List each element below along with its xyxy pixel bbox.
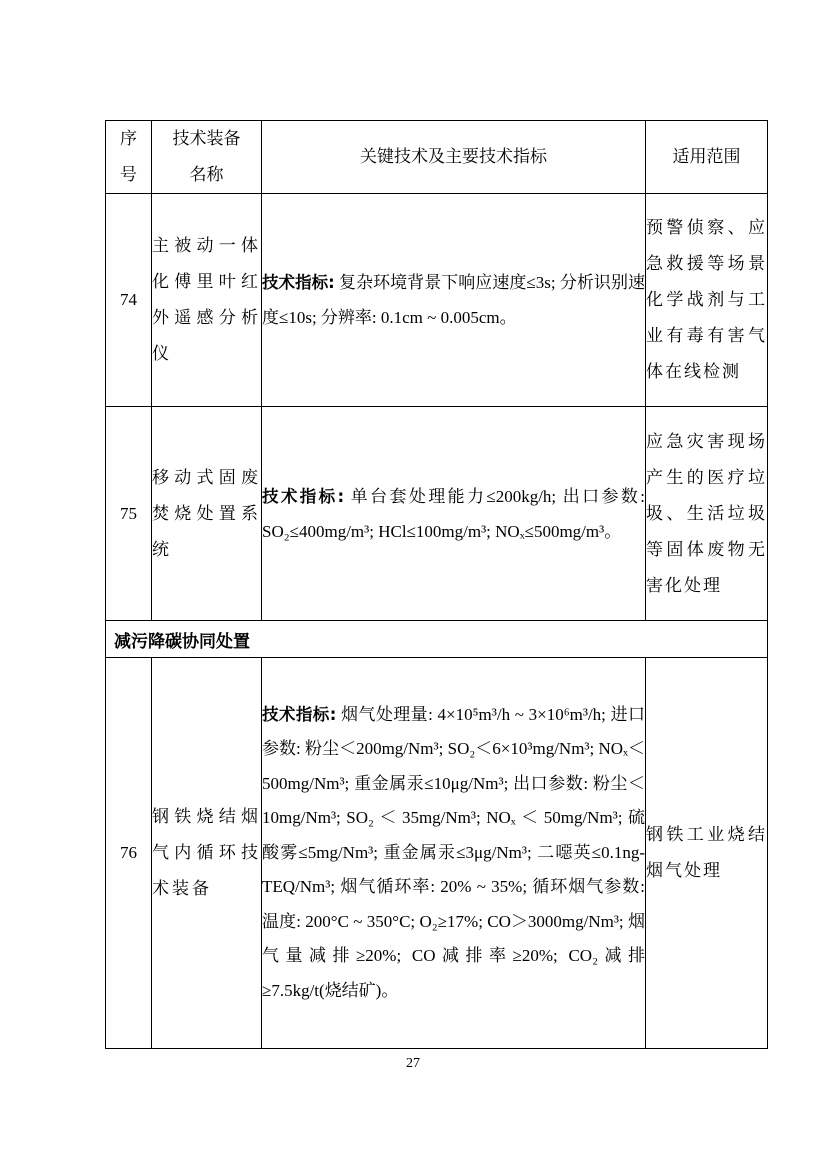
row-no: 75: [106, 407, 152, 621]
row-scope: 预警侦察、应急救援等场景化学战剂与工业有毒有害气体在线检测: [646, 194, 768, 407]
row-name: 主被动一体化傅里叶红外遥感分析仪: [152, 194, 262, 407]
equipment-table: [105, 120, 768, 1049]
header-name: 技术装备名称: [152, 121, 262, 194]
table-row: [106, 194, 768, 407]
spec-text: 单台套处理能力≤200kg/h; 出口参数: SO₂≤400mg/m³; HCl≤100mg/m³; NOₓ≤500mg/m³。: [262, 486, 645, 541]
section-row: [106, 621, 768, 658]
header-key: 关键技术及主要技术指标: [262, 121, 646, 194]
row-name: 移动式固废焚烧处置系统: [152, 407, 262, 621]
spec-label: 技术指标:: [262, 486, 345, 506]
table-row: [106, 407, 768, 621]
table-header-row: [106, 121, 768, 194]
row-scope: 钢铁工业烧结烟气处理: [646, 658, 768, 1049]
row-no: 76: [106, 658, 152, 1049]
row-no: 74: [106, 194, 152, 407]
row-name: 钢铁烧结烟气内循环技术装备: [152, 658, 262, 1049]
spec-label: 技术指标:: [262, 273, 335, 292]
section-title: 减污降碳协同处置: [106, 621, 768, 658]
row-key-specs: [262, 407, 646, 621]
header-no: 序号: [106, 121, 152, 194]
page-number: 27: [406, 1056, 420, 1071]
spec-label: 技术指标:: [262, 704, 337, 724]
header-scope: 适用范围: [646, 121, 768, 194]
spec-text: 烟气处理量: 4×10⁵m³/h ~ 3×10⁶m³/h; 进口参数: 粉尘＜200mg/Nm³; SO₂＜6×10³mg/Nm³; NOₓ＜500mg/Nm³; 重金属汞≤10μg/Nm³; 出口参数: 粉尘＜10mg/Nm³; SO₂ ＜ 35mg/Nm³; NOₓ ＜ 50mg/Nm³; 硫酸雾≤5mg/Nm³; 重金属汞≤3μg/Nm³; 二噁英≤0.1ng-TEQ/Nm³; 烟气循环率: 20% ~ 35%; 循环烟气参数: 温度: 200°C ~ 350°C; O₂≥17%; CO＞3000mg/Nm³; 烟气量减排≥20%; CO减排率≥20%; CO₂减排≥7.5kg/t(烧结矿)。: [262, 704, 645, 1000]
row-scope: 应急灾害现场产生的医疗垃圾、生活垃圾等固体废物无害化处理: [646, 407, 768, 621]
row-key-specs: [262, 658, 646, 1049]
spec-text: 复杂环境背景下响应速度≤3s; 分析识别速度≤10s; 分辨率: 0.1cm ~ 0.005cm。: [262, 273, 646, 327]
row-key-specs: [262, 194, 646, 407]
table-row: [106, 658, 768, 1049]
